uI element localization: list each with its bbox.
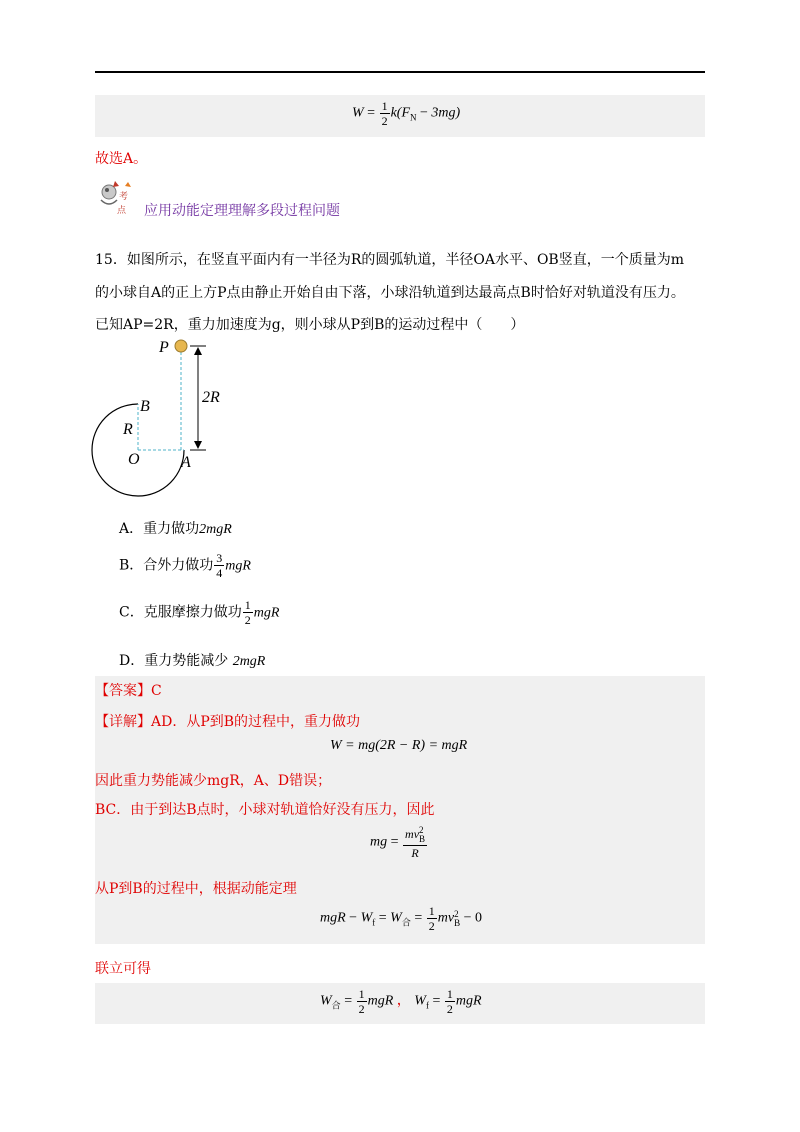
question-line-1: 15．如图所示，在竖直平面内有一半径为R的圆弧轨道，半径OA水平、OB竖直，一个质量为m bbox=[95, 252, 684, 268]
option-c-den: 2 bbox=[244, 613, 251, 627]
topic-badge-icon bbox=[95, 178, 141, 218]
badge-bottom-text: 点 bbox=[117, 206, 127, 216]
option-d-text: D．重力势能减少 bbox=[119, 653, 229, 669]
prev-answer: 故选A。 bbox=[95, 151, 148, 167]
badge-top-text: 考 bbox=[119, 192, 129, 202]
option-c bbox=[119, 599, 279, 626]
option-b bbox=[119, 552, 251, 579]
option-d-expr: 2mgR bbox=[232, 654, 266, 669]
question-line-3: 已知AP=2R，重力加速度为g，则小球从P到B的运动过程中（ ） bbox=[95, 317, 525, 333]
label-o: O bbox=[128, 451, 140, 468]
option-b-num: 3 bbox=[216, 551, 223, 565]
option-b-text: B．合外力做功 bbox=[119, 557, 214, 574]
answer-label: 【答案】C bbox=[95, 683, 162, 699]
option-b-tail: mgR bbox=[225, 558, 251, 574]
option-c-text: C．克服摩擦力做功 bbox=[119, 604, 242, 621]
option-d bbox=[119, 650, 265, 670]
circle-track-figure bbox=[90, 335, 260, 500]
detail-head: 【详解】AD．从P到B的过程中，重力做功 bbox=[95, 714, 361, 730]
equation-2: mg = mv 2 B R bbox=[370, 825, 426, 860]
option-c-tail: mgR bbox=[253, 605, 280, 621]
solution-line-4: 从P到B的过程中，根据动能定理 bbox=[95, 881, 297, 897]
equation-1: W = mg(2R − R) = mgR bbox=[330, 738, 468, 753]
option-a bbox=[119, 518, 232, 538]
solution-line-3: BC．由于到达B点时，小球对轨道恰好没有压力，因此 bbox=[95, 802, 435, 818]
equation-3: mgR − $W_f = W_合$ = $\frac{1}{2}$ mv 2 B − 0 bbox=[320, 904, 482, 933]
option-a-expr: 2mgR bbox=[199, 522, 232, 537]
ball-p bbox=[175, 340, 187, 352]
label-2r: 2R bbox=[202, 389, 220, 406]
label-a: A bbox=[181, 454, 191, 471]
label-b: B bbox=[140, 398, 150, 415]
topic-label: 应用动能定理理解多段过程问题 bbox=[144, 203, 340, 219]
solution-line-2: 因此重力势能减少mgR，A、D错误； bbox=[95, 773, 332, 789]
option-b-den: 4 bbox=[216, 566, 223, 580]
label-r: R bbox=[123, 421, 133, 438]
option-c-num: 1 bbox=[244, 598, 251, 612]
equation-4: $W_合$ = $\frac{1}{2}$ mgR ， $W_f$ = $\frac{1}{2}$ mgR bbox=[320, 987, 482, 1016]
option-a-text: A．重力做功 bbox=[119, 521, 200, 537]
label-p: P bbox=[159, 339, 169, 356]
top-formula: W = $\frac{1}{2}$ $k(F_N - 3mg)$ bbox=[352, 99, 461, 128]
question-line-2: 的小球自A的正上方P点由静止开始自由下落，小球沿轨道到达最高点B时恰好对轨道没有压力。 bbox=[95, 285, 685, 301]
header-rule bbox=[95, 71, 705, 73]
solution-line-5: 联立可得 bbox=[95, 961, 151, 977]
